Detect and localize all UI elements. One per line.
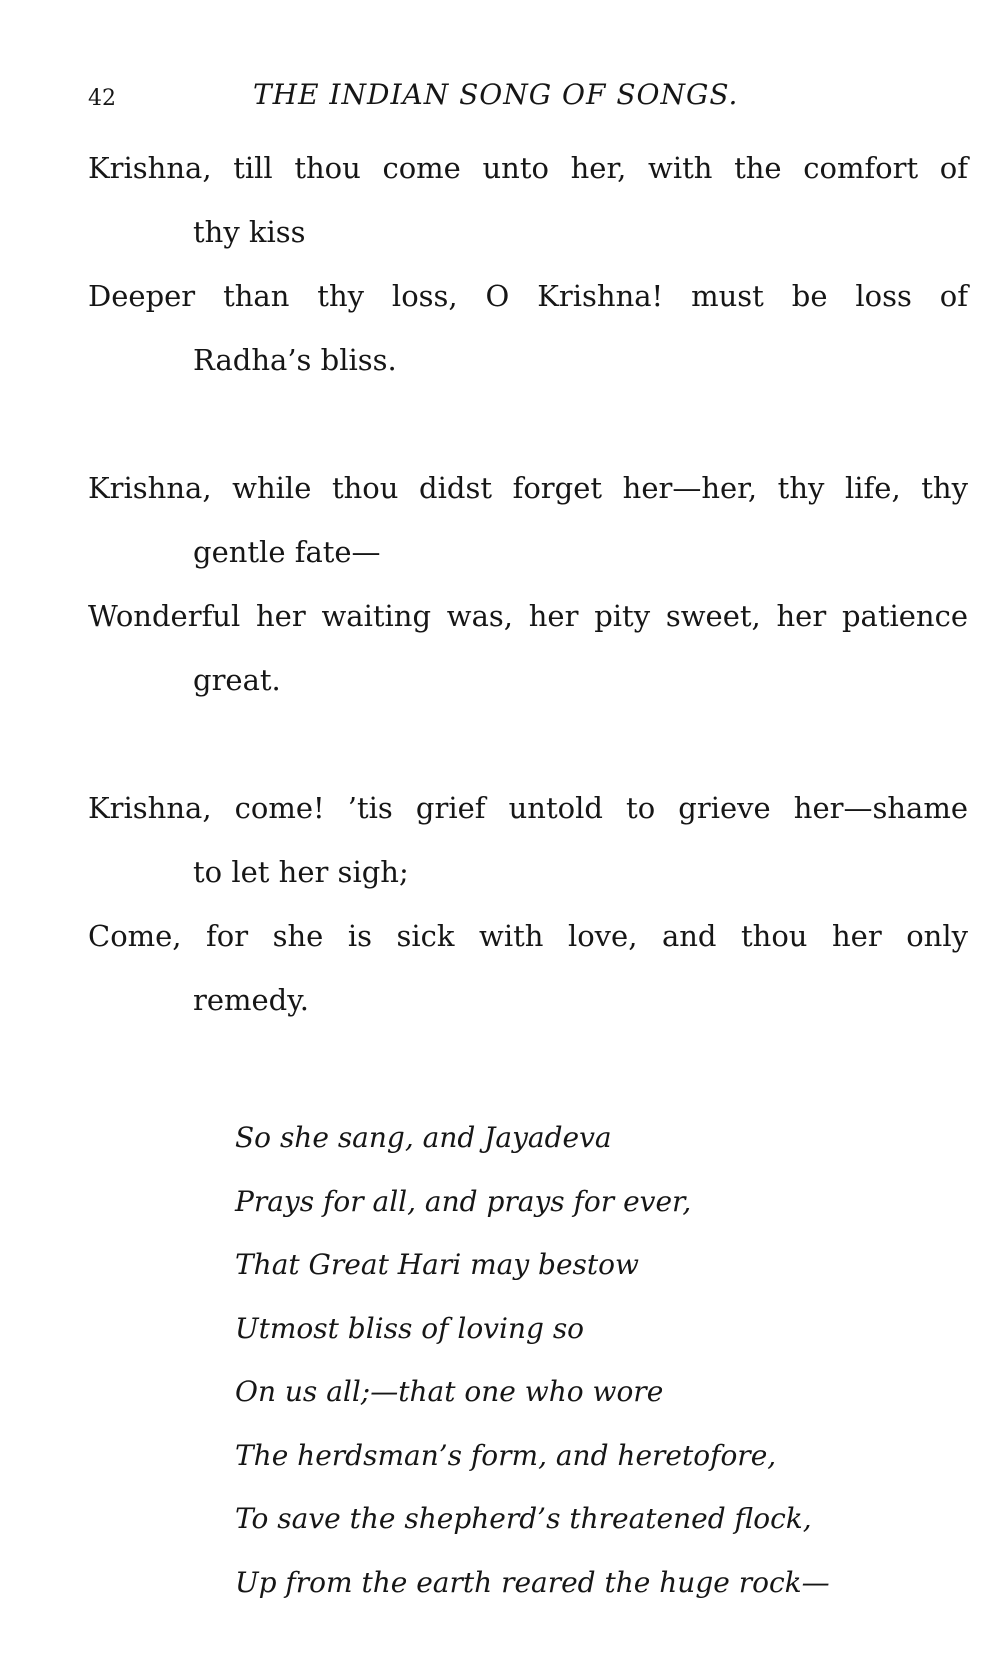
closing-line: Prays for all, and prays for ever,: [235, 1184, 692, 1218]
verse-line: Come, for she is sick with love, and thou her only: [88, 919, 968, 953]
closing-line: The herdsman’s form, and heretofore,: [235, 1438, 777, 1472]
closing-line: To save the shepherd’s threatened flock,: [235, 1502, 812, 1535]
closing-line: On us all;—that one who wore: [235, 1375, 664, 1408]
stanza-3: [88, 776, 968, 1032]
closing-line: Up from the earth reared the huge rock—: [235, 1565, 830, 1599]
closing-line: That Great Hari may bestow: [235, 1248, 639, 1281]
verse-line: Deeper than thy loss, O Krishna! must be loss of: [88, 279, 968, 313]
closing-line: So she sang, and Jayadeva: [235, 1121, 612, 1154]
verse-line: Krishna, while thou didst forget her—her, thy life, thy: [88, 471, 968, 505]
closing-line: Utmost bliss of loving so: [235, 1311, 585, 1345]
verse-line-continuation: gentle fate—: [193, 535, 381, 569]
closing-verse: [235, 1106, 915, 1614]
stanza-1: [88, 136, 968, 392]
verse-line-continuation: Radha’s bliss.: [193, 343, 397, 377]
verse-line-continuation: great.: [193, 663, 281, 697]
verse-line-continuation: to let her sigh;: [193, 855, 409, 889]
stanza-2: [88, 456, 968, 712]
page-header: [88, 78, 958, 118]
verse-line: Krishna, till thou come unto her, with the comfort of: [88, 151, 968, 185]
verse-line-continuation: remedy.: [193, 983, 309, 1017]
verse-line: Wonderful her waiting was, her pity sweet, her patience: [88, 599, 968, 633]
page-number: 42: [88, 86, 116, 111]
verse-line-continuation: thy kiss: [193, 215, 306, 249]
verse-line: Krishna, come! ’tis grief untold to grieve her—shame: [88, 791, 968, 825]
running-title: THE INDIAN SONG OF SONGS.: [253, 78, 739, 111]
